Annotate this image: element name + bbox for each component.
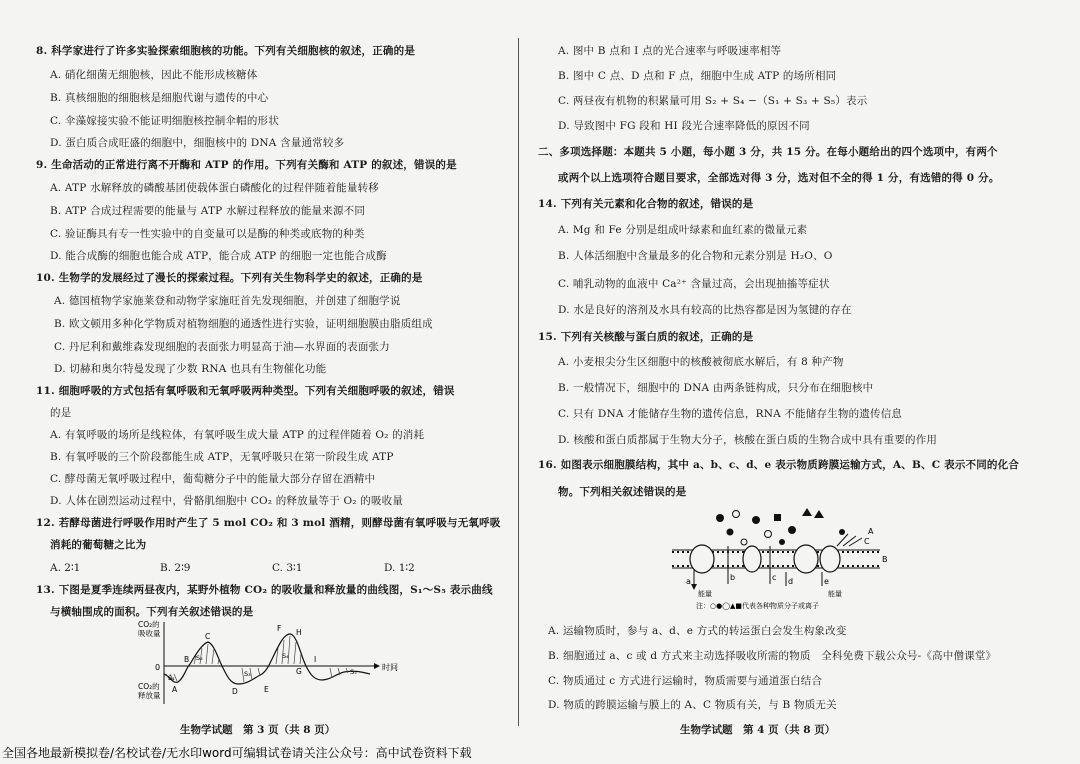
y-bottom-label-2: 释放量	[138, 691, 161, 700]
page-left	[0, 0, 520, 764]
q15-option-b: B. 一般情况下，细胞中的 DNA 由两条链构成，只分布在细胞核中	[558, 382, 874, 394]
area-s5: S₅	[350, 668, 357, 676]
q11-stem: 11. 细胞呼吸的方式包括有氧呼吸和无氧呼吸两种类型。下列有关细胞呼吸的叙述，错误	[36, 385, 455, 397]
section-two-heading-cont: 或两个以上选项符合题目要求，全部选对得 3 分，选对但不全的得 1 分，有选错的得 0 分。	[558, 172, 1000, 184]
q8-option-d: D. 蛋白质合成旺盛的细胞中，细胞核中的 DNA 含量通常较多	[50, 137, 345, 149]
y-bottom-label-1: CO₂的	[138, 682, 160, 691]
label-A: A	[868, 527, 874, 536]
q11-option-c: C. 酵母菌无氧呼吸过程中，葡萄糖分子中的能量大部分存留在酒精中	[50, 473, 376, 485]
page-footer-left: 生物学试题 第 3 页（共 8 页）	[180, 724, 336, 736]
label-e: e	[824, 577, 829, 586]
q13-stem-cont: 与横轴围成的面积。下列有关叙述错误的是	[50, 606, 254, 618]
q16-stem: 16. 如图表示细胞膜结构，其中 a、b、c、d、e 表示物质跨膜运输方式，A、B、C 表示不同的化合	[538, 459, 1020, 471]
label-B: B	[882, 555, 888, 564]
q12-stem: 12. 若酵母菌进行呼吸作用时产生了 5 mol CO₂ 和 3 mol 酒精，则酵母菌有氧呼吸与无氧呼吸	[36, 517, 501, 529]
energy-label-2: 能量	[828, 590, 842, 598]
cell-membrane-figure	[632, 506, 892, 612]
y-top-label-1: CO₂的	[138, 620, 160, 629]
energy-label-1: 能量	[698, 590, 712, 598]
area-s4: S₄	[282, 652, 289, 660]
label-d: d	[788, 577, 794, 586]
y-top-label-2: 吸收量	[138, 629, 161, 638]
q16-option-c: C. 物质通过 c 方式进行运输时，物质需要与通道蛋白结合	[548, 675, 823, 687]
point-g: G	[296, 667, 302, 676]
q9-option-c: C. 验证酶具有专一性实验中的自变量可以是酶的种类或底物的种类	[50, 228, 365, 240]
q16-option-b: B. 细胞通过 a、c 或 d 方式来主动选择吸收所需的物质 全科免费下载公众号-《高中僧课堂》	[548, 650, 997, 662]
point-h: H	[296, 628, 302, 637]
q14-option-c: C. 哺乳动物的血液中 Ca²⁺ 含量过高，会出现抽搐等症状	[558, 278, 830, 290]
x-axis-label: 时间	[382, 663, 398, 672]
q13-option-d: D. 导致图中 FG 段和 HI 段光合速率降低的原因不同	[558, 120, 810, 132]
q11-option-d: D. 人体在剧烈运动过程中，骨骼肌细胞中 CO₂ 的释放量等于 O₂ 的吸收量	[50, 495, 404, 507]
point-b: B	[184, 655, 190, 664]
q10-option-d: D. 切赫和奥尔特曼发现了少数 RNA 也具有生物催化功能	[54, 363, 327, 375]
q14-stem: 14. 下列有关元素和化合物的叙述，错误的是	[538, 198, 754, 210]
q13-option-c: C. 两昼夜有机物的积累量可用 S₂ + S₄ −（S₁ + S₃ + S₅）表示	[558, 95, 868, 107]
column-divider	[518, 38, 519, 726]
x-axis-arrow	[374, 663, 380, 669]
q12-option-d: D. 1∶2	[384, 562, 415, 574]
q12-option-c: C. 3∶1	[272, 562, 303, 574]
q8-option-c: C. 伞藻嫁接实验不能证明细胞核控制伞帽的形状	[50, 115, 279, 127]
q9-option-b: B. ATP 合成过程需要的能量与 ATP 水解过程释放的能量来源不同	[50, 205, 366, 217]
point-d: D	[232, 687, 238, 696]
q16-option-a: A. 运输物质时，参与 a、d、e 方式的转运蛋白会发生构象改变	[548, 625, 847, 637]
q15-stem: 15. 下列有关核酸与蛋白质的叙述，正确的是	[538, 331, 754, 343]
label-a: a	[686, 577, 691, 586]
q10-option-c: C. 丹尼利和戴维森发现细胞的表面张力明显高于油—水界面的表面张力	[54, 341, 390, 353]
q11-option-b: B. 有氧呼吸的三个阶段都能生成 ATP，无氧呼吸只在第一阶段生成 ATP	[50, 451, 394, 463]
point-f: F	[277, 624, 282, 633]
page-right	[522, 0, 1080, 764]
section-two-heading: 二、多项选择题：本题共 5 小题，每小题 3 分，共 15 分。在每小题给出的四个选项中，有两个	[538, 146, 998, 158]
area-s3: S₃	[244, 670, 251, 678]
point-c: C	[205, 632, 211, 641]
q10-option-b: B. 欧文顿用多种化学物质对植物细胞的通透性进行实验，证明细胞膜由脂质组成	[54, 318, 433, 330]
q15-option-a: A. 小麦根尖分生区细胞中的核酸被彻底水解后，有 8 种产物	[558, 356, 844, 368]
q14-option-d: D. 水是良好的溶剂及水具有较高的比热容都是因为氢键的存在	[558, 304, 852, 316]
q9-option-a: A. ATP 水解释放的磷酸基团使载体蛋白磷酸化的过程伴随着能量转移	[50, 182, 379, 194]
q14-option-b: B. 人体活细胞中含量最多的化合物和元素分别是 H₂O、O	[558, 250, 833, 262]
q10-option-a: A. 德国植物学家施莱登和动物学家施旺首先发现细胞，并创建了细胞学说	[54, 295, 401, 307]
q13-stem: 13. 下图是夏季连续两昼夜内，某野外植物 CO₂ 的吸收量和释放量的曲线图，S₁～S₅ 表示曲线	[36, 584, 493, 596]
co2-curve-figure	[130, 618, 410, 710]
page-footer-right: 生物学试题 第 4 页（共 8 页）	[680, 724, 836, 736]
diagram-legend: 注：○●◯▲■代表各种物质分子或离子	[696, 602, 820, 610]
q15-option-d: D. 核酸和蛋白质都属于生物大分子，核酸在蛋白质的生物合成中具有重要的作用	[558, 434, 938, 446]
label-c: c	[772, 573, 777, 582]
q14-option-a: A. Mg 和 Fe 分别是组成叶绿素和血红素的微量元素	[558, 224, 808, 236]
download-watermark-notice: 全国各地最新模拟卷/名校试卷/无水印word可编辑试卷请关注公众号：高中试卷资料下载	[2, 746, 472, 760]
q13-option-b: B. 图中 C 点、D 点和 F 点，细胞中生成 ATP 的场所相同	[558, 70, 837, 82]
q11-option-a: A. 有氧呼吸的场所是线粒体，有氧呼吸生成大量 ATP 的过程伴随着 O₂ 的消耗	[50, 429, 425, 441]
point-i: I	[314, 655, 317, 664]
label-b: b	[730, 573, 736, 582]
q10-stem: 10. 生物学的发展经过了漫长的探索过程。下列有关生物科学史的叙述，正确的是	[36, 272, 423, 284]
point-e: E	[264, 685, 269, 694]
q13-option-a: A. 图中 B 点和 I 点的光合速率与呼吸速率相等	[558, 45, 782, 57]
q9-stem: 9. 生命活动的正常进行离不开酶和 ATP 的作用。下列有关酶和 ATP 的叙述，错误的是	[36, 159, 457, 171]
q12-option-a: A. 2∶1	[50, 562, 81, 574]
point-a: A	[172, 685, 178, 694]
label-C: C	[864, 537, 870, 546]
q11-stem-cont: 的是	[50, 407, 72, 419]
q16-option-d: D. 物质的跨膜运输与膜上的 A、C 物质有关，与 B 物质无关	[548, 699, 837, 711]
q12-stem-cont: 消耗的葡萄糖之比为	[50, 539, 147, 551]
q8-stem: 8. 科学家进行了许多实验探索细胞核的功能。下列有关细胞核的叙述，正确的是	[36, 45, 416, 57]
area-s1: S₁	[168, 674, 175, 682]
q8-option-a: A. 硝化细菌无细胞核，因此不能形成核糖体	[50, 69, 258, 81]
q15-option-c: C. 只有 DNA 才能储存生物的遗传信息，RNA 不能储存生物的遗传信息	[558, 408, 903, 420]
origin-label: 0	[155, 663, 161, 672]
q8-option-b: B. 真核细胞的细胞核是细胞代谢与遗传的中心	[50, 92, 269, 104]
q16-stem-cont: 物。下列相关叙述错误的是	[558, 486, 687, 498]
area-s2: S₂	[196, 654, 203, 662]
q9-option-d: D. 能合成酶的细胞也能合成 ATP，能合成 ATP 的细胞一定也能合成酶	[50, 250, 387, 262]
q12-option-b: B. 2∶9	[160, 562, 191, 574]
